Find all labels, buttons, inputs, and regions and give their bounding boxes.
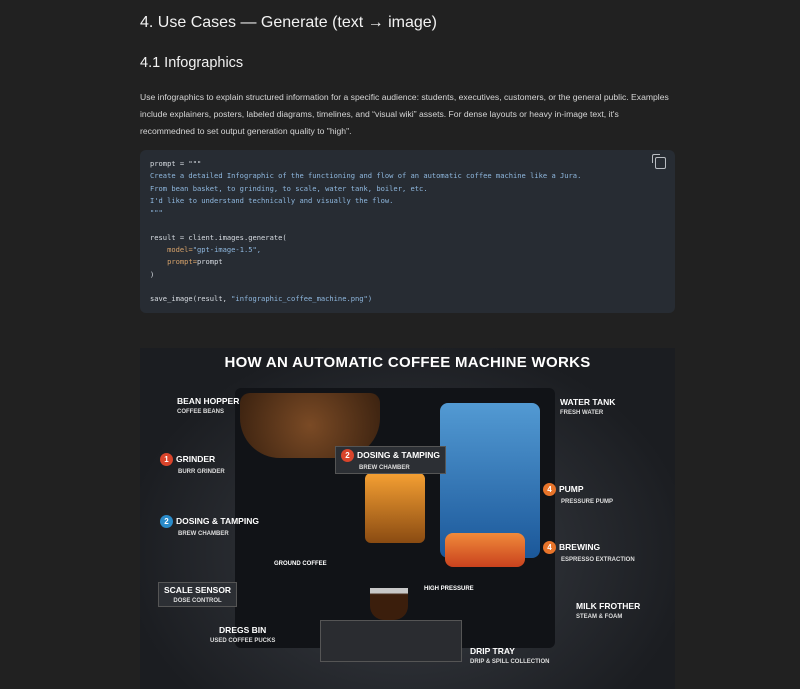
infographic-label: 1 GRINDER BURR GRINDER <box>160 453 225 475</box>
description-paragraph: Use infographics to explain structured information for a specific audience: students, executives, customers, or the general public. Examples include explainers, posters, labeled diagrams, timelines, and “visual wiki” assets. For dense layouts or heavy in-image text, it's recommedned to set output generation quality to "high". <box>140 92 669 136</box>
subsection-heading: 4.1 Infographics <box>140 55 244 71</box>
copy-icon[interactable] <box>655 157 666 169</box>
step-number-badge: 2 <box>341 449 354 462</box>
step-number-badge: 1 <box>160 453 173 466</box>
code-content: prompt = """ Create a detailed Infographic of the functioning and flow of an automatic coffee machine like a Jura. From bean basket, to grinding, to scale, water tank, boiler, etc. I'd like to understand technically and visually the flow. """ result = client.images.generate( model="gpt-image-1.5", prompt=prompt ) save_image(result, "infographic_coffee_machine.png") <box>150 159 582 304</box>
infographic-label: HIGH PRESSURE <box>424 586 474 592</box>
infographic-label: GROUND COFFEE <box>274 561 327 567</box>
infographic-label: MILK FROTHER STEAM & FOAM <box>576 601 641 620</box>
drip-tray-shape <box>320 620 462 662</box>
infographic-label: DRIP TRAY DRIP & SPILL COLLECTION <box>470 646 550 665</box>
infographic-title: HOW AN AUTOMATIC COFFEE MACHINE WORKS <box>224 354 591 371</box>
code-block <box>140 150 675 313</box>
step-number-badge: 4 <box>543 483 556 496</box>
coffee-cup-shape <box>370 588 408 620</box>
section-heading: 4. Use Cases — Generate (text → image) <box>140 14 437 31</box>
infographic-label: 4 BREWING ESPRESSO EXTRACTION <box>543 541 635 563</box>
infographic-image <box>140 348 675 689</box>
infographic-label: 2 DOSING & TAMPING BREW CHAMBER <box>335 446 446 474</box>
step-number-badge: 2 <box>160 515 173 528</box>
infographic-label: WATER TANK FRESH WATER <box>560 397 616 416</box>
infographic-label: DREGS BIN USED COFFEE PUCKS <box>210 625 276 644</box>
infographic-label: SCALE SENSOR DOSE CONTROL <box>158 582 237 607</box>
infographic-label: 4 PUMP PRESSURE PUMP <box>543 483 613 505</box>
boiler-shape <box>445 533 525 567</box>
infographic-label: 2 DOSING & TAMPING BREW CHAMBER <box>160 515 259 537</box>
step-number-badge: 4 <box>543 541 556 554</box>
brew-unit-shape <box>365 473 425 543</box>
infographic-label: BEAN HOPPER COFFEE BEANS <box>177 396 240 415</box>
